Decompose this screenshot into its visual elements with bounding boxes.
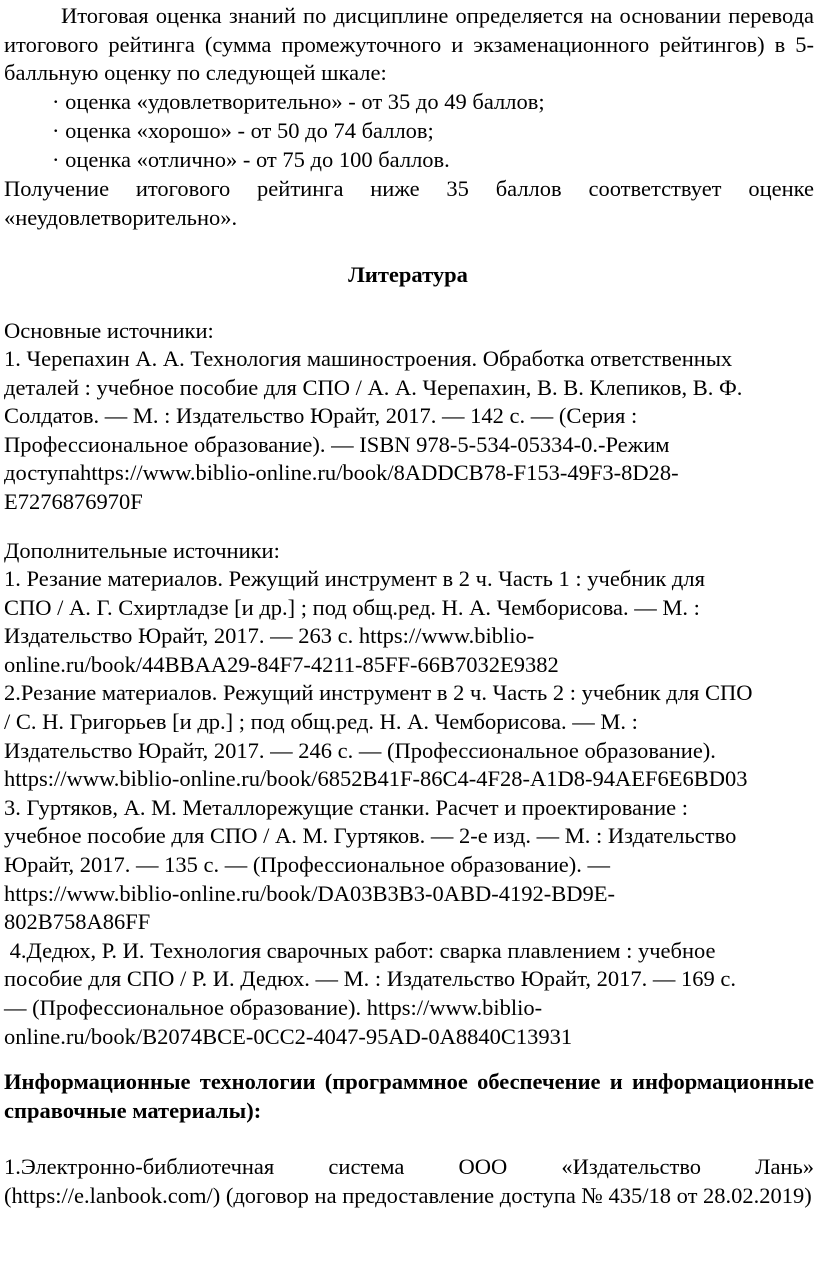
literature-title: Литература bbox=[348, 262, 468, 287]
grading-intro: Итоговая оценка знаний по дисциплине определяется на основании перевода итогового рейтинга (сумма промежуточного и экзаменационного рейтингов) в 5-балльную оценку по следующей шкале: bbox=[4, 3, 814, 86]
additional-source-line: СПО / А. Г. Схиртладзе [и др.] ; под общ.ред. Н. А. Чемборисова. — М. : bbox=[4, 594, 700, 620]
main-sources-heading: Основные источники: bbox=[4, 318, 214, 343]
additional-source-line: 802B758A86FF bbox=[4, 909, 151, 935]
main-sources-list bbox=[4, 345, 814, 517]
grading-scale-satisfactory: · оценка «удовлетворительно» - от 35 до 49 баллов; bbox=[52, 89, 545, 114]
additional-source-line: https://www.biblio-online.ru/book/DA03B3B3-0ABD-4192-BD9E- bbox=[4, 880, 616, 906]
additional-source-line: Издательство Юрайт, 2017. — 246 с. — (Профессиональное образование). bbox=[4, 737, 716, 763]
additional-source-line: — (Профессиональное образование). https://www.biblio- bbox=[4, 994, 543, 1020]
main-source-line: доступаhttps://www.biblio-online.ru/book/8ADDCB78-F153-49F3-8D28- bbox=[4, 460, 679, 486]
additional-source-line: 1. Резание материалов. Режущий инструмент в 2 ч. Часть 1 : учебник для bbox=[4, 566, 705, 591]
additional-sources-heading: Дополнительные источники: bbox=[4, 538, 280, 563]
grading-scale-excellent: · оценка «отлично» - от 75 до 100 баллов. bbox=[52, 147, 450, 172]
additional-source-line: 3. Гуртяков, А. М. Металлорежущие станки. Расчет и проектирование : bbox=[4, 794, 688, 820]
it-heading: Информационные технологии (программное обеспечение и информационные справочные материалы): bbox=[4, 1069, 814, 1123]
grading-conclusion: Получение итогового рейтинга ниже 35 баллов соответствует оценке «неудовлетворительно». bbox=[4, 176, 814, 230]
additional-source-line: 4.Дедюх, Р. И. Технология сварочных работ: сварка плавлением : учебное bbox=[4, 937, 716, 963]
additional-source-line: 2.Резание материалов. Режущий инструмент в 2 ч. Часть 2 : учебник для СПО bbox=[4, 680, 753, 706]
main-source-line: Профессиональное образование). — ISBN 978-5-534-05334-0.-Режим bbox=[4, 431, 670, 457]
main-source-line: деталей : учебное пособие для СПО / А. А. Черепахин, В. В. Клепиков, В. Ф. bbox=[4, 374, 743, 400]
it-item-lanbook: 1.Электронно-библиотечная система ООО «Издательство Лань» (https://e.lanbook.com/) (договор на предоставление доступа № 435/18 от 28.02.2019) bbox=[4, 1154, 814, 1208]
additional-source-line: Издательство Юрайт, 2017. — 263 с. https://www.biblio- bbox=[4, 623, 535, 649]
additional-source-line: учебное пособие для СПО / А. М. Гуртяков. — 2-е изд. — М. : Издательство bbox=[4, 823, 737, 849]
additional-source-line: https://www.biblio-online.ru/book/6852B41F-86C4-4F28-A1D8-94AEF6E6BD03 bbox=[4, 766, 748, 792]
additional-source-line: пособие для СПО / Р. И. Дедюх. — М. : Издательство Юрайт, 2017. — 169 с. bbox=[4, 966, 736, 992]
additional-source-line: Юрайт, 2017. — 135 с. — (Профессиональное образование). — bbox=[4, 851, 610, 877]
grading-scale-good: · оценка «хорошо» - от 50 до 74 баллов; bbox=[52, 118, 434, 143]
additional-source-line: / С. Н. Григорьев [и др.] ; под общ.ред. Н. А. Чемборисова. — М. : bbox=[4, 708, 638, 734]
additional-source-line: online.ru/book/44BBAA29-84F7-4211-85FF-66B7032E9382 bbox=[4, 651, 559, 677]
main-source-line: 1. Черепахин А. А. Технология машиностроения. Обработка ответственных bbox=[4, 346, 733, 371]
main-source-line: E7276876970F bbox=[4, 488, 143, 514]
main-source-line: Солдатов. — М. : Издательство Юрайт, 2017. — 142 с. — (Серия : bbox=[4, 403, 638, 429]
additional-source-line: online.ru/book/B2074BCE-0CC2-4047-95AD-0A8840C13931 bbox=[4, 1023, 573, 1049]
additional-sources-list bbox=[4, 565, 814, 1051]
